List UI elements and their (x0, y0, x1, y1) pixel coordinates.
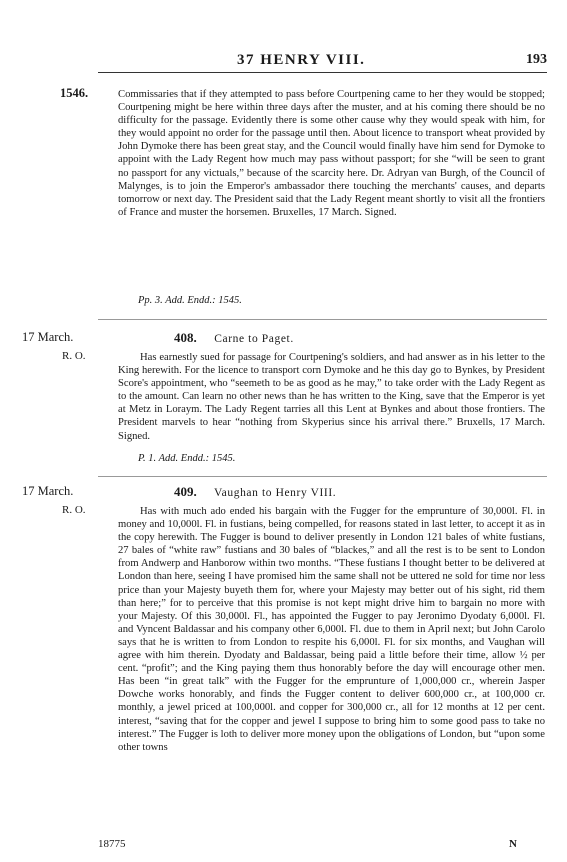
entry-paragraph: Has earnestly sued for passage for Courtpening's soldiers, and had answer as in his letter to the King herewith. For the licence to transport corn Dymoke and he this day go to Bynkes, by President Score's appointment, who “seemeth to be as good as he may,” to take order with the Lady Regent as to the amount. Can learn no other news than he has written to the King, save that the Emperor is yet at Metz in Loraym. The Lady Regent tarries all this Lent at Bynkes and about those frontiers. The President marvels to hear “nothing from Skyperius since his arrival there.” Bruxells, 17 March. Signed. (118, 352, 545, 442)
entry-title: Carne to Paget. (214, 333, 294, 345)
running-head: 37 HENRY VIII. (237, 52, 366, 68)
margin-year: 1546. (60, 86, 89, 100)
entry-separator (98, 476, 547, 477)
entry-source: R. O. (62, 504, 86, 516)
gathering-mark: N (509, 838, 517, 850)
entry-date: 17 March. (22, 484, 74, 498)
header-rule (98, 72, 547, 73)
entry-continuation-body (118, 88, 545, 219)
entry-paragraph: Has with much ado ended his bargain with the Fugger for the emprunture of 30,000l. Fl. in money and 10,000l. Fl. in fustians, being compelled, for reasons stated in last letter, to accept it as in the copy herewith. The Fugger is bound to deliver presently in London 121 bales of white fustians, 27 bales of “white raw” fustians and 30 bales of “blackes,” and all the rest is to be sent to London from Andwerp and Hanborow within two months. “These fustians I thought better to be delivered at London than here, seeing I have promised him the same shall not be uttered ne sold for time nor less price than your Majesty buyeth them for, where your Majesty may better out of his sight, rid them than here;” for to perceive that this promise is not kept might drive him to bargain no more with your Majesty. Of this 30,000l. Fl., has appointed the Fugger to pay Jeronimo Dyodaty 6,000l. Fl. and Vyncent Baldassar and his company other 6,000l. Fl. due to them in April next; but John Carolo says that he is written to from London to respite his 6,000l. Fl. for six months, and Vaughan will agree with him therein. Dyodaty and Baldassar, being paid a little before their time, allow ½ per cent. “profit”; and the King paying them thus honorably before the day will encourage other men. Has been “in great talk” with the Fugger for the emprunture of 1,000,000 cr., wherein Jasper Dowche works honorably, and finds the Fugger content to deliver 600,000 cr., at 100,000 cr. monthly, a jewel priced at 100,000l. and copper for 300,000 cr., all for 12 months at 12 per cent. interest, “saving that for the copper and jewel I suppose to bring him to some good pass to take no interest.” The Fugger is loth to deliver more money upon the obligations of London, but “upon some other towns (118, 506, 545, 753)
page-number: 193 (526, 52, 547, 67)
entry-heading (174, 330, 294, 346)
entry-title: Vaughan to Henry VIII. (214, 487, 337, 499)
entry-note: P. 1. Add. Endd.: 1545. (138, 453, 236, 464)
signature-mark: 18775 (98, 838, 126, 850)
page-header (0, 52, 567, 70)
entry-body (118, 505, 545, 754)
entry-number: 409. (174, 484, 197, 499)
entry-paragraph: Commissaries that if they attempted to pass before Courtpening came to her they would be stopped; Courtpening might be here within three days after the muster, and at his coming there should be no difficulty for the passage. Evidently there is some other cause why they would speak with him, for they would appoint no order for the passage until then. About licence to transport wheat provided by John Dymoke there has been great stay, and the Council would finally have him send for Dymoke to appoint with the Lady Regent how much may pass without passport; for she “will be seen to grant no passport for any victuals,” because of the scarcity here. Dr. Adryan van Burgh, of the Council of Malynges, is to join the Emperor's ambassador there touching the merchants' causes, and departs tomorrow or next day. The President said that the Lady Regent meant shortly to visit all the frontiers of France and muster the horsemen. Bruxelles, 17 March. Signed. (118, 89, 545, 218)
entry-body (118, 351, 545, 443)
entry-source: R. O. (62, 350, 86, 362)
entry-separator (98, 319, 547, 320)
entry-date: 17 March. (22, 330, 74, 344)
entry-number: 408. (174, 330, 197, 345)
entry-note: Pp. 3. Add. Endd.: 1545. (138, 295, 242, 306)
entry-heading (174, 484, 336, 500)
